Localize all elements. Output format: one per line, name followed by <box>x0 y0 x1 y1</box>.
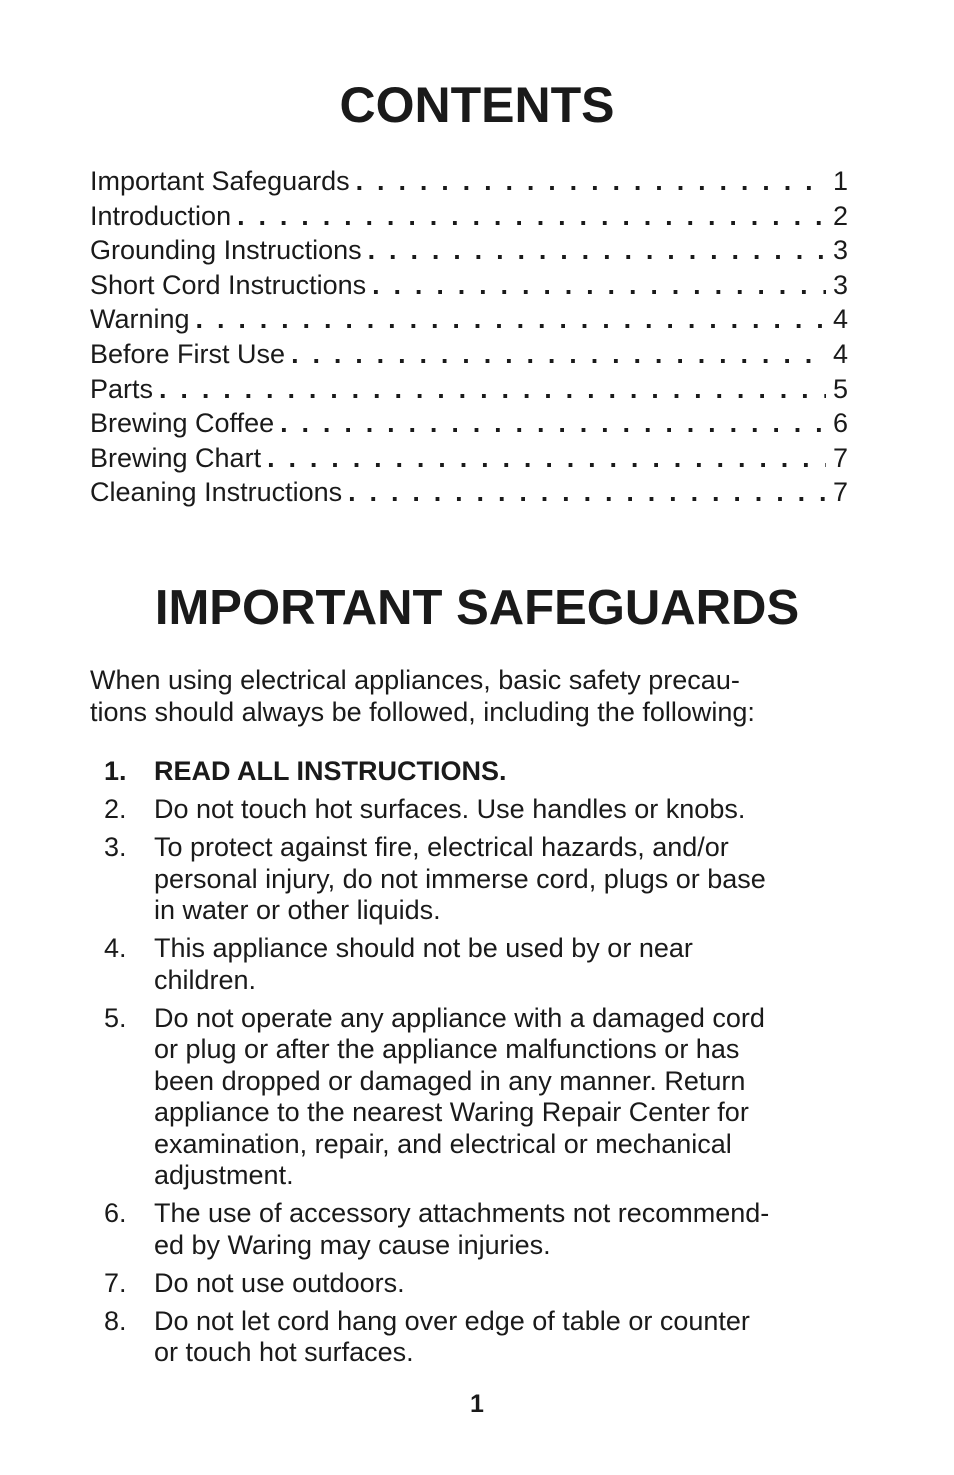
safeguard-line: children. <box>154 964 257 995</box>
toc-entry-page: 7 <box>832 477 848 508</box>
toc-entry <box>90 199 848 234</box>
toc-entry-label: Grounding Instructions <box>90 235 362 266</box>
safeguard-item <box>104 756 864 788</box>
toc-entry <box>90 268 848 303</box>
toc-entry-label: Brewing Coffee <box>90 408 275 439</box>
safeguard-item <box>104 933 864 996</box>
safeguard-line: adjustment. <box>154 1160 294 1190</box>
toc-entry-page: 2 <box>832 200 848 231</box>
safeguard-line: appliance to the nearest Waring Repair Center for <box>154 1097 749 1127</box>
safeguard-text <box>154 1198 864 1261</box>
table-of-contents <box>90 164 848 510</box>
safeguard-item <box>104 1268 864 1300</box>
safeguard-line: been dropped or damaged in any manner. Return <box>154 1065 746 1096</box>
safeguard-number: 6. <box>104 1198 127 1228</box>
safeguard-number: 2. <box>104 794 127 824</box>
safeguard-line: Do not use outdoors. <box>154 1267 405 1298</box>
toc-entry <box>90 406 848 441</box>
toc-entry-page: 4 <box>832 304 848 335</box>
safeguards-intro <box>90 665 860 728</box>
safeguard-number: 8. <box>104 1305 127 1336</box>
safeguard-text <box>154 756 864 788</box>
toc-leader-dots <box>372 268 826 303</box>
toc-entry-page: 4 <box>832 338 848 369</box>
toc-entry-label: Warning <box>90 304 190 335</box>
toc-entry-label: Parts <box>90 373 154 404</box>
safeguard-text <box>154 1268 864 1300</box>
toc-entry-label: Important Safeguards <box>90 166 350 196</box>
toc-entry <box>90 337 848 372</box>
safeguard-item <box>104 1306 864 1369</box>
safeguard-text <box>154 1003 864 1192</box>
safeguard-line: The use of accessory attachments not recommend- <box>154 1198 770 1228</box>
safeguard-number: 4. <box>104 933 127 963</box>
toc-entry <box>90 302 848 337</box>
toc-leader-dots <box>291 337 826 372</box>
safeguard-line: To protect against fire, electrical hazards, and/or <box>154 832 729 862</box>
toc-entry <box>90 164 848 199</box>
safeguard-number: 7. <box>104 1267 127 1298</box>
safeguard-line: personal injury, do not immerse cord, plugs or base <box>154 863 766 894</box>
toc-leader-dots <box>267 441 826 476</box>
safeguard-text <box>154 794 864 826</box>
toc-entry-label: Cleaning Instructions <box>90 477 343 508</box>
page-number: 1 <box>470 1390 484 1418</box>
safeguard-item <box>104 1003 864 1192</box>
safeguard-line: in water or other liquids. <box>154 895 441 925</box>
safeguards-list <box>104 756 864 1375</box>
toc-entry-label: Short Cord Instructions <box>90 269 367 300</box>
intro-line: tions should always be followed, including the following: <box>90 696 755 727</box>
safeguard-line: ed by Waring may cause injuries. <box>154 1229 551 1260</box>
safeguard-line: or touch hot surfaces. <box>154 1337 414 1367</box>
safeguard-line: examination, repair, and electrical or mechanical <box>154 1128 732 1159</box>
toc-entry-label: Before First Use <box>90 338 286 369</box>
safeguard-line: Do not touch hot surfaces. Use handles or knobs. <box>154 794 746 824</box>
toc-entry-page: 7 <box>832 442 848 473</box>
safeguard-text <box>154 933 864 996</box>
toc-entry-page: 5 <box>832 373 848 404</box>
safeguard-number: 5. <box>104 1002 127 1033</box>
toc-leader-dots <box>368 233 826 268</box>
safeguard-line: READ ALL INSTRUCTIONS. <box>154 756 507 786</box>
toc-leader-dots <box>280 406 826 441</box>
safeguard-item <box>104 794 864 826</box>
toc-entry-page: 3 <box>832 235 848 266</box>
toc-entry <box>90 233 848 268</box>
safeguard-line: Do not let cord hang over edge of table or counter <box>154 1305 750 1336</box>
safeguard-text <box>154 832 864 927</box>
toc-leader-dots <box>196 302 826 337</box>
toc-entry-page: 6 <box>832 408 848 439</box>
toc-leader-dots <box>159 372 826 407</box>
contents-heading: CONTENTS <box>339 77 615 133</box>
toc-entry-label: Introduction <box>90 200 232 231</box>
safeguard-line: This appliance should not be used by or near <box>154 933 693 963</box>
toc-leader-dots <box>356 164 826 199</box>
toc-entry-label: Brewing Chart <box>90 442 262 473</box>
toc-leader-dots <box>237 199 826 234</box>
safeguard-text <box>154 1306 864 1369</box>
safeguard-line: or plug or after the appliance malfunctions or has <box>154 1034 740 1064</box>
toc-entry <box>90 475 848 510</box>
toc-entry-page: 1 <box>832 166 848 196</box>
intro-line: When using electrical appliances, basic safety precau- <box>90 665 740 695</box>
safeguard-line: Do not operate any appliance with a damaged cord <box>154 1002 765 1033</box>
safeguard-number: 1. <box>104 756 127 786</box>
safeguard-item <box>104 1198 864 1261</box>
safeguard-number: 3. <box>104 832 127 862</box>
toc-leader-dots <box>348 475 826 510</box>
toc-entry <box>90 441 848 476</box>
toc-entry <box>90 372 848 407</box>
safeguards-heading: IMPORTANT SAFEGUARDS <box>154 581 800 635</box>
toc-entry-page: 3 <box>832 269 848 300</box>
safeguard-item <box>104 832 864 927</box>
